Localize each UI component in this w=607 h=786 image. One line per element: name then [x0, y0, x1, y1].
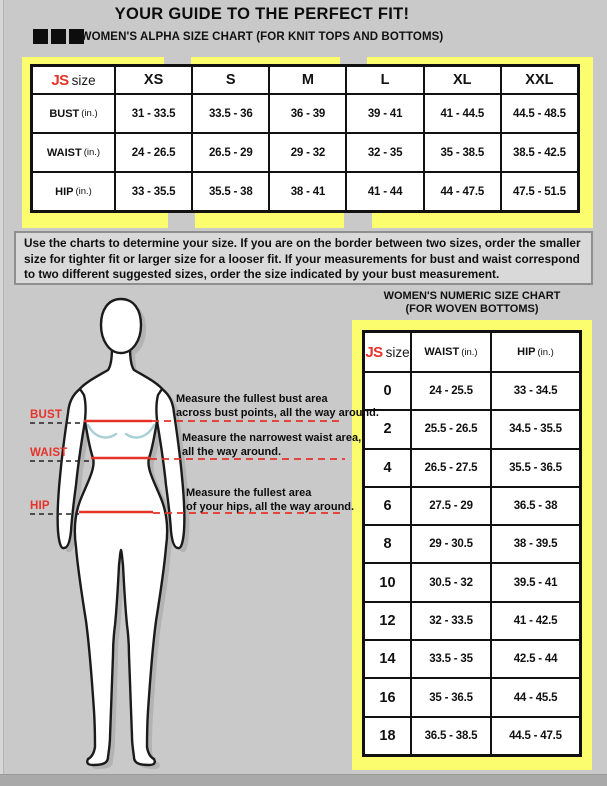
bust-annotation — [176, 392, 379, 420]
numeric-chart-title-line2: (FOR WOVEN BOTTOMS) — [405, 302, 539, 315]
hip-annotation-line2: of your hips, all the way around. — [186, 501, 355, 514]
chart-corner-logo — [365, 333, 410, 371]
waist-range-cell: 36.5 - 38.5 — [412, 718, 490, 754]
hip-label: HIP — [30, 500, 50, 512]
hip-range-cell: 35.5 - 36.5 — [492, 450, 579, 486]
waist-range-cell: 25.5 - 26.5 — [412, 411, 490, 447]
hip-range-cell: 42.5 - 44 — [492, 641, 579, 677]
size-range-cell: 41 - 44.5 — [425, 95, 500, 132]
size-range-cell: 38 - 41 — [270, 173, 345, 210]
size-range-cell: 41 - 44 — [347, 173, 422, 210]
unit-label: (in.) — [81, 108, 98, 119]
size-column-header: XXL — [502, 67, 577, 93]
brand-js-logo: JS — [51, 71, 69, 89]
waist-annotation — [182, 431, 361, 459]
numeric-size-cell: 18 — [365, 718, 410, 754]
numeric-chart-title-line1: WOMEN'S NUMERIC SIZE CHART — [383, 290, 561, 302]
size-column-header: M — [270, 67, 345, 93]
size-range-cell: 38.5 - 42.5 — [502, 134, 577, 171]
page-bottom-edge — [0, 774, 607, 786]
unit-label: (in.) — [461, 346, 478, 358]
bust-annotation-line1: Measure the fullest bust area — [176, 393, 328, 405]
hip-column-header-text: HIP — [517, 346, 536, 358]
waist-row-label — [33, 134, 114, 171]
hip-range-cell: 44.5 - 47.5 — [492, 718, 579, 754]
size-range-cell: 39 - 41 — [347, 95, 422, 132]
bust-row-label — [33, 95, 114, 132]
numeric-size-cell: 6 — [365, 488, 410, 524]
waist-range-cell: 27.5 - 29 — [412, 488, 490, 524]
size-column-header: XL — [425, 67, 500, 93]
hip-range-cell: 38 - 39.5 — [492, 526, 579, 562]
brand-size-word: size — [71, 72, 96, 88]
waist-range-cell: 32 - 33.5 — [412, 603, 490, 639]
brand-size-word: size — [385, 344, 410, 360]
numeric-size-cell: 2 — [365, 411, 410, 447]
alpha-size-table — [30, 64, 580, 213]
waist-range-cell: 26.5 - 27.5 — [412, 450, 490, 486]
hip-row-label-text: HIP — [55, 185, 74, 198]
numeric-size-cell: 16 — [365, 679, 410, 715]
size-range-cell: 44 - 47.5 — [425, 173, 500, 210]
hip-range-cell: 41 - 42.5 — [492, 603, 579, 639]
alpha-chart-subtitle: WOMEN'S ALPHA SIZE CHART (FOR KNIT TOPS AND BOTTOMS) — [80, 31, 444, 43]
hip-range-cell: 39.5 - 41 — [492, 564, 579, 600]
size-column-header: L — [347, 67, 422, 93]
page-left-edge — [0, 0, 4, 786]
highlight-cutout — [168, 213, 195, 228]
size-column-header: S — [193, 67, 268, 93]
size-range-cell: 35.5 - 38 — [193, 173, 268, 210]
waist-range-cell: 33.5 - 35 — [412, 641, 490, 677]
size-range-cell: 47.5 - 51.5 — [502, 173, 577, 210]
size-range-cell: 35 - 38.5 — [425, 134, 500, 171]
size-range-cell: 29 - 32 — [270, 134, 345, 171]
size-range-cell: 31 - 33.5 — [116, 95, 191, 132]
waist-range-cell: 29 - 30.5 — [412, 526, 490, 562]
bust-row-label-text: BUST — [49, 107, 80, 120]
size-range-cell: 33 - 35.5 — [116, 173, 191, 210]
page-title: YOUR GUIDE TO THE PERFECT FIT! — [114, 5, 410, 23]
waist-column-header-text: WAIST — [424, 346, 460, 358]
numeric-size-table — [362, 330, 582, 757]
hip-row-label — [33, 173, 114, 210]
figure-body — [58, 299, 185, 765]
bust-label: BUST — [30, 409, 63, 421]
instructions-box — [14, 231, 593, 285]
hip-range-cell: 33 - 34.5 — [492, 373, 579, 409]
size-range-cell: 36 - 39 — [270, 95, 345, 132]
size-range-cell: 26.5 - 29 — [193, 134, 268, 171]
size-range-cell: 24 - 26.5 — [116, 134, 191, 171]
highlight-cutout — [344, 213, 372, 228]
unit-label: (in.) — [83, 147, 101, 158]
brand-js-logo: JS — [365, 343, 383, 361]
waist-annotation-line1: Measure the narrowest waist area, — [182, 432, 362, 444]
numeric-size-cell: 4 — [365, 450, 410, 486]
unit-label: (in.) — [537, 346, 554, 358]
numeric-size-cell: 14 — [365, 641, 410, 677]
numeric-size-cell: 10 — [365, 564, 410, 600]
figure-head — [101, 299, 141, 353]
hip-range-cell: 34.5 - 35.5 — [492, 411, 579, 447]
numeric-size-cell: 0 — [365, 373, 410, 409]
body-figure-illustration — [0, 295, 355, 780]
waist-row-label-text: WAIST — [46, 146, 82, 159]
hip-range-cell: 36.5 - 38 — [492, 488, 579, 524]
hip-annotation-line1: Measure the fullest area — [186, 487, 312, 499]
waist-annotation-line2: all the way around. — [182, 446, 282, 459]
numeric-size-cell: 12 — [365, 603, 410, 639]
numeric-size-cell: 8 — [365, 526, 410, 562]
waist-range-cell: 30.5 - 32 — [412, 564, 490, 600]
hip-range-cell: 44 - 45.5 — [492, 679, 579, 715]
size-range-cell: 32 - 35 — [347, 134, 422, 171]
waist-label: WAIST — [30, 447, 68, 459]
waist-range-cell: 35 - 36.5 — [412, 679, 490, 715]
instructions-text: Use the charts to determine your size. If you are on the border between two sizes, order the smaller size for tighter fit or larger size for a looser fit. If your measurements for bust and waist correspond to two different suggested sizes, order the size indicated by your bust measurement. — [24, 236, 581, 282]
waist-column-header — [412, 333, 490, 371]
bust-annotation-line2: across bust points, all the way around. — [176, 407, 379, 420]
size-column-header: XS — [116, 67, 191, 93]
chart-corner-logo — [33, 67, 114, 93]
numeric-chart-title — [352, 290, 592, 316]
hip-annotation — [186, 486, 354, 514]
unit-label: (in.) — [75, 186, 92, 197]
size-range-cell: 33.5 - 36 — [193, 95, 268, 132]
hip-column-header — [492, 333, 579, 371]
size-range-cell: 44.5 - 48.5 — [502, 95, 577, 132]
waist-range-cell: 24 - 25.5 — [412, 373, 490, 409]
